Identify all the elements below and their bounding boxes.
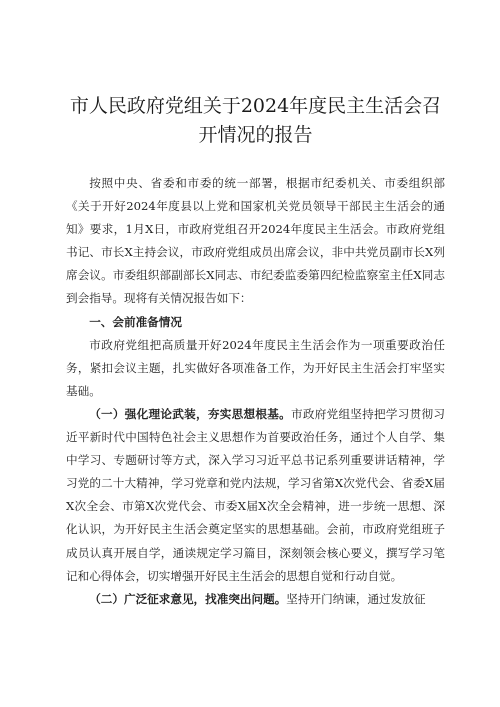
title-line-2: 开情况的报告 (198, 124, 313, 146)
subsection-1-lead: （一）强化理论武装，夯实思想根基。 (89, 406, 291, 421)
subsection-1-body: 市政府党组坚持把学习贯彻习近平新时代中国特色社会主义思想作为首要政治任务，通过个人自学、集中学习、专题研讨等方式，深入学习习近平总书记系列重要讲话精神，学习党的二十大精神，学习党章和党内法规，学习省第X次党代会、省委X届X次全会、市第X次党代会、市委X届X次全会精神，进一步统一思想、深化认识，为开好民主生活会奠定坚实的思想基础。会前，市政府党组班子成员认真开展自学，通读规定学习篇目，深刻领会核心要义，撰写学习笔记和心得体会，切实增强开好民主生活会的思想自觉和行动自觉。 (66, 406, 445, 583)
subsection-2-lead: （二）广泛征求意见，找准突出问题。 (89, 591, 287, 606)
document-title (66, 92, 445, 150)
title-line-1: 市人民政府党组关于2024年度民主生活会召 (69, 95, 442, 117)
subsection-2-paragraph (66, 588, 445, 611)
intro-paragraph: 按照中央、省委和市委的统一部署，根据市纪委机关、市委组织部《关于开好2024年度县以上党和国家机关党员领导干部民主生活会的通知》要求，1月X日，市政府党组召开2024年度民主生活会。市政府党组书记、市长X主持会议，市政府党组成员出席会议，非中共党员副市长X列席会议。市委组织部副部长X同志、市纪委监委第四纪检监察室主任X同志到会指导。现将有关情况报告如下： (66, 176, 445, 306)
section-1-heading: 一、会前准备情况 (89, 314, 182, 329)
subsection-2-body: 坚持开门纳谏，通过发放征 (286, 591, 426, 606)
section-1-intro-paragraph: 市政府党组把高质量开好2024年度民主生活会作为一项重要政治任务，紧扣会议主题，扎实做好各项准备工作，为开好民主生活会打牢坚实基础。 (66, 337, 445, 398)
subsection-1-paragraph (66, 403, 445, 588)
